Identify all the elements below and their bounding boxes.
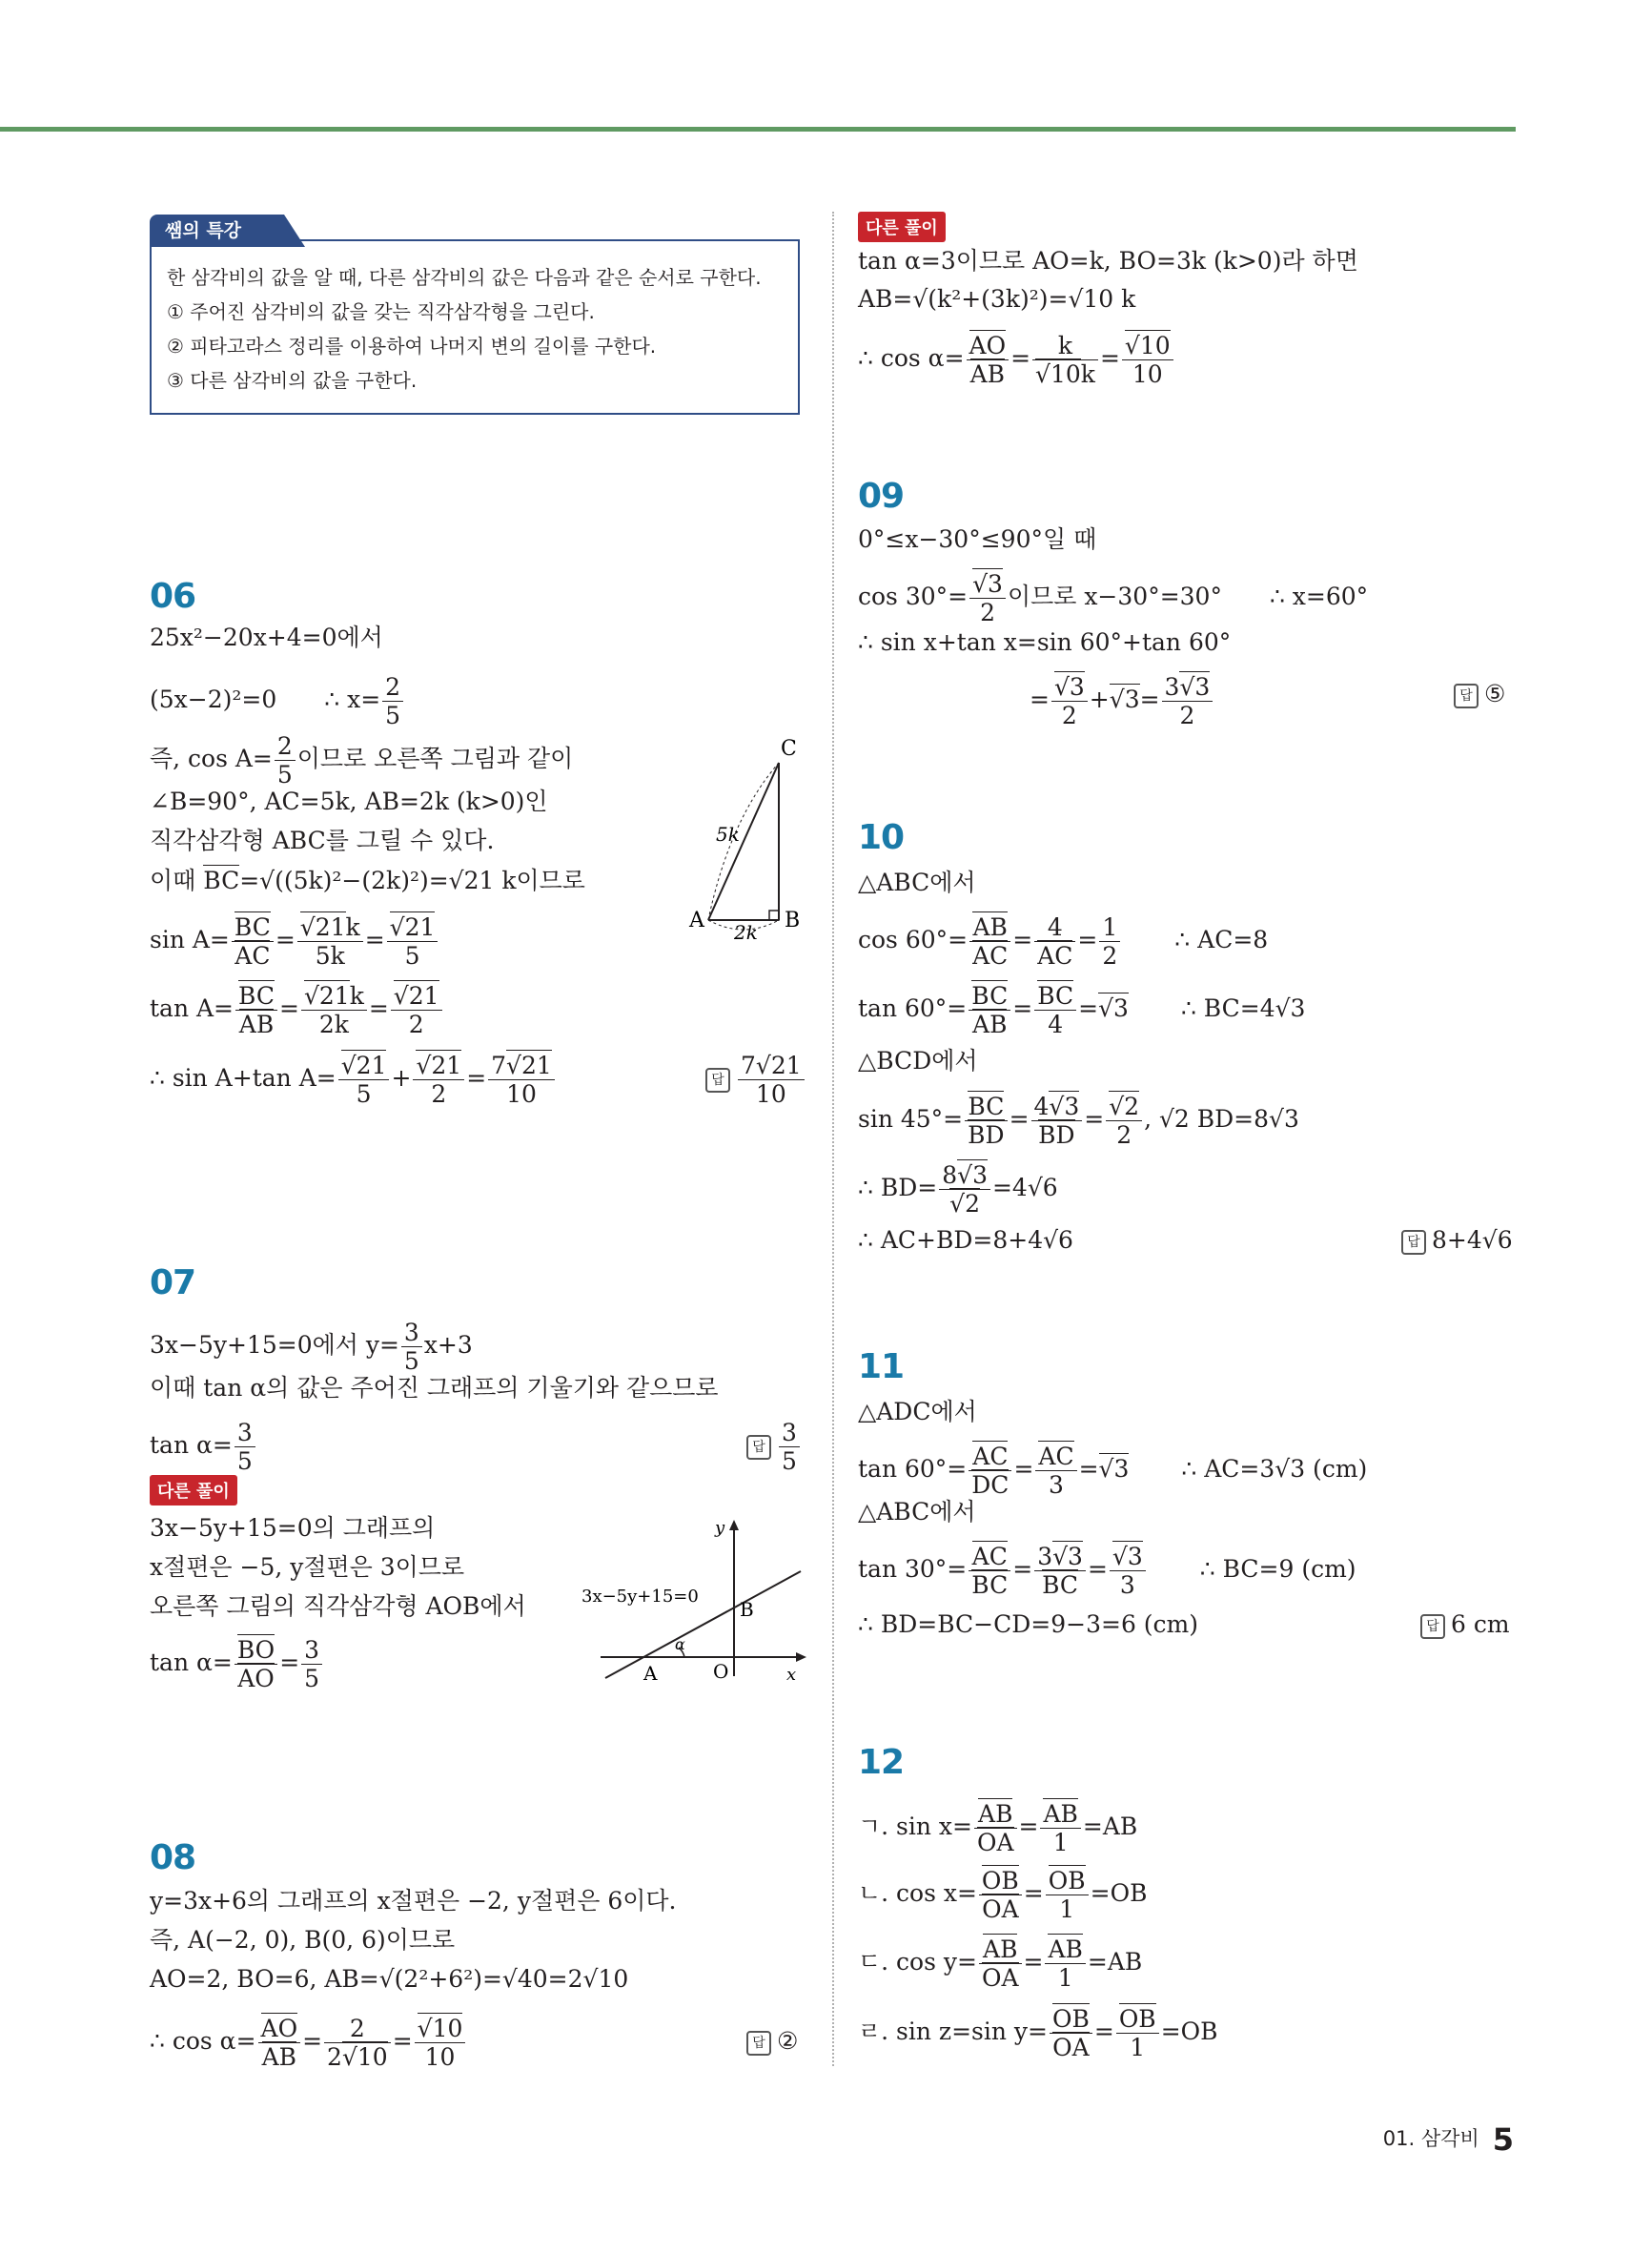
side-label-ab: 2k [734,921,758,944]
p06-triangle-figure [682,734,806,944]
alt08-line3: ∴ cos α= $\frac{AO}{AB}$ = k √ 10k = √ $\frac{10}{10}$ [858,334,1175,386]
side-label-ac: 5k [716,823,740,846]
tip-line: ③ 다른 삼각비의 값을 구한다. [167,369,418,392]
alt-solution-badge: 다른 풀이 [858,212,946,242]
page-number: 5 [1492,2121,1514,2158]
point-label-o: O [713,1660,729,1683]
p09-line3: ∴ sin x+tan x=sin 60°+tan 60° [858,628,1232,656]
answer-icon: 답 [705,1068,730,1093]
p06-line6: 이때 BC=√((5k)²−(2k)²)=√21 k이므로 [150,867,585,894]
p08-line1: y=3x+6의 그래프의 x절편은 −2, y절편은 6이다. [150,1887,677,1915]
p12-line4: ㄹ. sin z=sin y= $\frac{OB}{OA}$ = $\frac{OB}{1}$ =OB [858,2005,1218,2061]
p07-answer: 답 $\frac{3}{5}$ [746,1421,802,1473]
p07-alt3: 오른쪽 그림의 직각삼각형 AOB에서 [150,1592,526,1620]
alt08-line2: AB=√(k²+(3k)²)=√10 k [858,285,1136,313]
problem-number-09: 09 [858,477,905,516]
tip-title: 쌤의 특강 [150,215,284,247]
p09-line1: 0°≤x−30°≤90°일 때 [858,525,1097,553]
p11-line5: ∴ BD=BC−CD=9−3=6 (cm) [858,1610,1199,1638]
axis-label-y: y [715,1518,725,1538]
problem-number-10: 10 [858,818,905,857]
line-equation: 3x−5y+15=0 [581,1587,699,1607]
p10-line7: ∴ AC+BD=8+4√6 [858,1226,1073,1254]
p11-line4: tan 30°= $\frac{AC}{BC}$ = $\frac{3√ 3}{BC}$ = √ $\frac{3}{3}$ ∴ BC=9 (cm) [858,1545,1356,1597]
axis-label-x: x [786,1665,797,1683]
tip-line: ② 피타고라스 정리를 이용하여 나머지 변의 길이를 구한다. [167,335,657,358]
p08-answer: 답 ② [746,2026,798,2057]
p07-alt2: x절편은 −5, y절편은 3이므로 [150,1553,465,1581]
p08-line3: AO=2, BO=6, AB=√(2²+6²)=√40=2√10 [150,1965,629,1993]
p11-line2: tan 60°= $\frac{AC}{DC}$ = $\frac{AC}{3}$ =√ 3 ∴ AC=3√3 (cm) [858,1444,1367,1497]
p09-line2: cos 30°= √ $\frac{3}{2}$ 이므로 x−30°=30° ∴ x=60° [858,572,1368,625]
problem-number-12: 12 [858,1743,905,1782]
vertex-label-c: C [781,737,797,761]
p07-line3: tan α= $\frac{3}{5}$ [150,1421,257,1473]
problem-number-07: 07 [150,1263,196,1302]
column-separator [832,212,834,2066]
p12-line2: ㄴ. cos x= $\frac{OB}{OA}$ = $\frac{OB}{1}$ =OB [858,1867,1148,1923]
angle-label: α [675,1635,685,1653]
answer-icon: 답 [1454,684,1479,708]
p09-answer: 답 ⑤ [1454,679,1505,709]
chapter-label: 01. 삼각비 [1382,2127,1479,2150]
p10-answer: 답 8+4√6 [1401,1225,1513,1256]
p07-graph-figure [572,1516,810,1683]
p07-alt1: 3x−5y+15=0의 그래프의 [150,1514,436,1542]
p11-line1: △ADC에서 [858,1398,977,1425]
top-rule [0,127,1516,132]
p12-line3: ㄷ. cos y= $\frac{AB}{OA}$ = $\frac{AB}{1}$ =AB [858,1936,1143,1992]
vertex-label-b: B [785,909,801,932]
p06-tanA: tan A= $\frac{BC}{AB}$ = √ $\frac{21k}{2k}$ = √ $\frac{21}{2}$ [150,984,444,1036]
p07-line2: 이때 tan α의 값은 주어진 그래프의 기울기와 같으므로 [150,1374,719,1402]
p11-line3: △ABC에서 [858,1498,976,1526]
p06-answer: 답 $\frac{7√21}{10}$ [705,1054,806,1106]
problem-number-06: 06 [150,577,196,616]
p10-line5: sin 45°= $\frac{BC}{BD}$ = $\frac{4√ 3}{BD}$ = √ $\frac{2}{2}$ , √2 BD=8√3 [858,1095,1299,1147]
p06-sinA: sin A= $\frac{BC}{AC}$ = √ $\frac{21k}{5k}$ = √ $\frac{21}{5}$ [150,915,439,968]
p08-line4: ∴ cos α= $\frac{AO}{AB}$ = $\frac{2}{2√ 10}$ = √ $\frac{10}{10}$ [150,2017,467,2069]
problem-number-11: 11 [858,1347,905,1386]
vertex-label-a: A [689,909,704,932]
p11-answer: 답 6 cm [1420,1609,1510,1640]
p06-line3: 즉, cos A= $\frac{2}{5}$ 이므로 오른쪽 그림과 같이 [150,732,574,789]
tip-line: 한 삼각비의 값을 알 때, 다른 삼각비의 값은 다음과 같은 순서로 구한다. [167,266,762,289]
tip-box [150,215,800,415]
p08-line2: 즉, A(−2, 0), B(0, 6)이므로 [150,1926,456,1954]
answer-icon: 답 [1420,1614,1445,1639]
p10-line4: △BCD에서 [858,1047,978,1075]
p06-line5: 직각삼각형 ABC를 그릴 수 있다. [150,827,495,854]
answer-icon: 답 [746,2031,771,2056]
p06-sum: ∴ sin A+tan A= √ $\frac{21}{5}$ + √ $\frac{21}{2}$ = $\frac{7√ 21}{10}$ [150,1054,557,1106]
answer-icon: 답 [1401,1230,1426,1255]
p07-line1: 3x−5y+15=0에서 y= $\frac{3}{5}$ x+3 [150,1319,473,1375]
alt-solution-badge: 다른 풀이 [150,1475,237,1505]
point-label-a: A [643,1662,658,1683]
tip-line: ① 주어진 삼각비의 값을 갖는 직각삼각형을 그린다. [167,300,595,323]
p12-line1: ㄱ. sin x= $\frac{AB}{OA}$ = $\frac{AB}{1}$ =AB [858,1800,1138,1856]
answer-icon: 답 [746,1435,771,1460]
p06-line4: ∠B=90°, AC=5k, AB=2k (k>0)인 [150,788,548,815]
p10-line6: ∴ BD= 8√ 3 √ 2 =4√6 [858,1163,1058,1216]
alt08-line1: tan α=3이므로 AO=k, BO=3k (k>0)라 하면 [858,247,1358,275]
p10-line3: tan 60°= $\frac{BC}{AB}$ = $\frac{BC}{4}$ =√ 3 ∴ BC=4√3 [858,984,1305,1036]
p10-line1: △ABC에서 [858,869,976,896]
p06-line2: (5x−2)²=0 ∴ x= $\frac{2}{5}$ [150,675,405,727]
p07-alt4: tan α= $\frac{BO}{AO}$ = $\frac{3}{5}$ [150,1638,324,1690]
p10-line2: cos 60°= $\frac{AB}{AC}$ = $\frac{4}{AC}$ = $\frac{1}{2}$ ∴ AC=8 [858,913,1269,970]
page-footer [1383,2121,1514,2158]
p09-line4: = √ $\frac{3}{2}$ +√ 3= $\frac{3√ 3}{2}$ [1030,675,1214,727]
point-label-b: B [740,1598,754,1621]
p06-line1: 25x²−20x+4=0에서 [150,624,383,651]
problem-number-08: 08 [150,1838,196,1877]
